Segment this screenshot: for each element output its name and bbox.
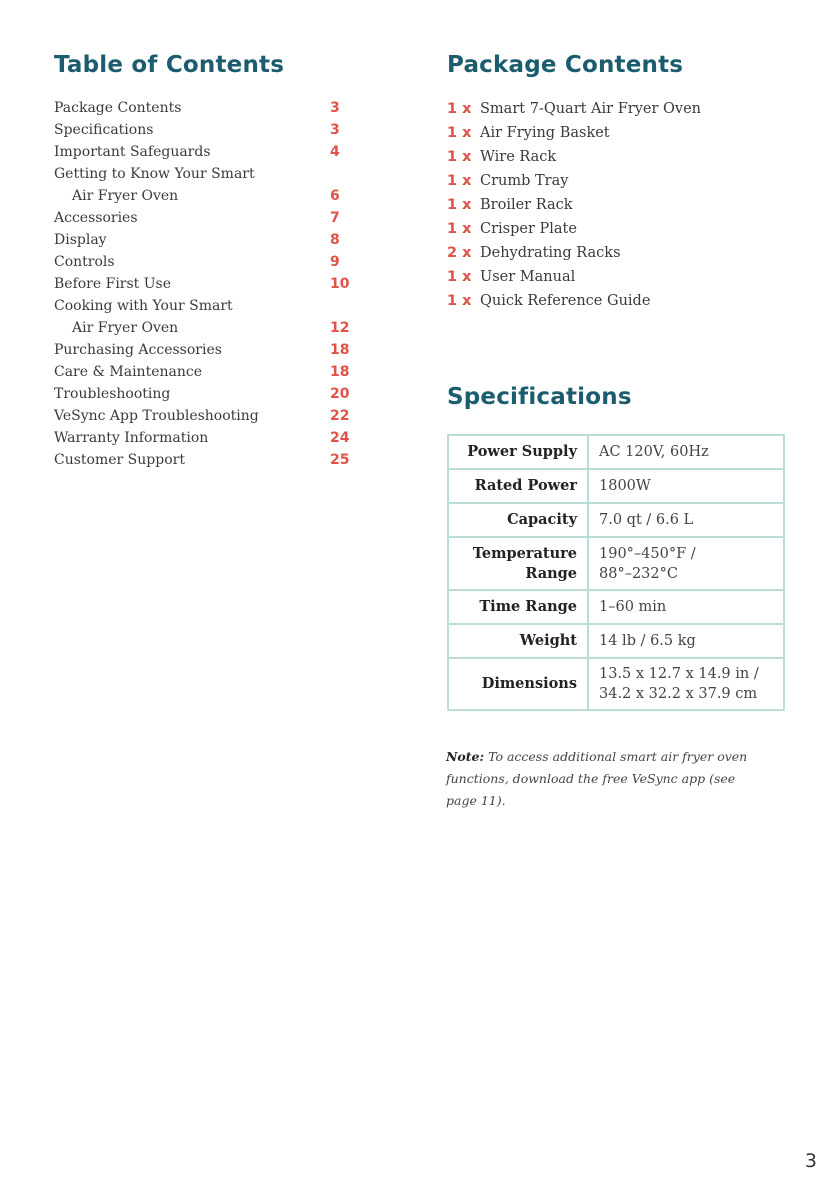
toc-entry-label: Air Fryer Oven xyxy=(72,188,179,204)
toc-entry-label: Important Safeguards xyxy=(54,144,211,160)
package-item xyxy=(447,241,807,265)
toc-entry-page: 3 xyxy=(330,100,340,116)
toc-entry[interactable] xyxy=(54,251,354,273)
toc-entry[interactable] xyxy=(54,361,354,383)
spec-label: Capacity xyxy=(448,503,588,537)
package-item-name: User Manual xyxy=(480,269,576,285)
package-item-qty: 1 x xyxy=(447,197,472,213)
toc-entry[interactable] xyxy=(54,207,354,229)
spec-label: Rated Power xyxy=(448,469,588,503)
toc-entry-page xyxy=(330,295,354,317)
package-item-name: Smart 7-Quart Air Fryer Oven xyxy=(480,101,702,117)
note-text: To access additional smart air fryer oven functions, download the free VeSync app (see page 11). xyxy=(446,749,748,808)
toc-entry-label: Getting to Know Your Smart xyxy=(54,166,255,182)
spec-label-line: Range xyxy=(525,564,577,582)
package-item xyxy=(447,265,807,289)
toc-entry[interactable] xyxy=(54,449,354,471)
toc-entry-label: Purchasing Accessories xyxy=(54,342,222,358)
package-item-name: Crisper Plate xyxy=(480,221,577,237)
toc-entry[interactable] xyxy=(54,339,354,361)
package-item xyxy=(447,121,807,145)
package-item xyxy=(447,193,807,217)
package-item-qty: 2 x xyxy=(447,245,472,261)
toc-entry[interactable] xyxy=(54,163,354,185)
toc-entry[interactable] xyxy=(54,185,354,207)
package-item-name: Broiler Rack xyxy=(480,197,573,213)
toc-entry[interactable] xyxy=(54,273,354,295)
package-item-qty: 1 x xyxy=(447,149,472,165)
toc-entry-label: Air Fryer Oven xyxy=(72,320,179,336)
spec-value-line: 88°–232°C xyxy=(599,565,678,582)
package-item xyxy=(447,169,807,193)
spec-row xyxy=(448,469,784,503)
toc-entry-label: Display xyxy=(54,232,107,248)
toc-entry-page: 7 xyxy=(330,210,340,226)
package-item-name: Quick Reference Guide xyxy=(480,293,651,309)
toc-entry-label: Troubleshooting xyxy=(54,386,171,402)
toc-entry-label: Cooking with Your Smart xyxy=(54,298,233,314)
spec-value xyxy=(588,658,784,710)
package-item-qty: 1 x xyxy=(447,101,472,117)
package-item-name: Dehydrating Racks xyxy=(480,245,621,261)
toc-entry-page: 18 xyxy=(330,342,350,358)
package-item xyxy=(447,97,807,121)
specifications-table xyxy=(447,434,785,711)
toc-entry-label: Package Contents xyxy=(54,100,182,116)
spec-value: 1–60 min xyxy=(588,590,784,624)
spec-row xyxy=(448,435,784,469)
toc-entry-label: VeSync App Troubleshooting xyxy=(54,408,259,424)
spec-row xyxy=(448,658,784,710)
spec-row xyxy=(448,590,784,624)
package-item xyxy=(447,217,807,241)
toc-entry-page xyxy=(330,163,354,185)
spec-value-line: 34.2 x 32.2 x 37.9 cm xyxy=(599,686,758,702)
toc-entry-page: 10 xyxy=(330,276,350,292)
package-item-qty: 1 x xyxy=(447,173,472,189)
toc-entry[interactable] xyxy=(54,141,354,163)
spec-value-line: 13.5 x 12.7 x 14.9 in / xyxy=(599,666,759,682)
toc-entry-label: Care & Maintenance xyxy=(54,364,202,380)
spec-label: Power Supply xyxy=(448,435,588,469)
spec-value: AC 120V, 60Hz xyxy=(588,435,784,469)
spec-value xyxy=(588,537,784,590)
package-item-qty: 1 x xyxy=(447,269,472,285)
package-item xyxy=(447,289,807,313)
toc-entry-label: Before First Use xyxy=(54,276,172,292)
toc-entry[interactable] xyxy=(54,383,354,405)
toc-entry-page: 22 xyxy=(330,408,350,424)
specifications-heading: Specifications xyxy=(447,384,632,410)
spec-value: 1800W xyxy=(588,469,784,503)
toc-entry-label: Accessories xyxy=(54,210,138,226)
toc-entry[interactable] xyxy=(54,119,354,141)
note xyxy=(446,746,766,812)
toc-entry-page: 12 xyxy=(330,320,350,336)
spec-label: Dimensions xyxy=(448,658,588,710)
package-item-qty: 1 x xyxy=(447,293,472,309)
toc-entry-label: Customer Support xyxy=(54,452,185,468)
spec-value: 7.0 qt / 6.6 L xyxy=(588,503,784,537)
toc-entry[interactable] xyxy=(54,229,354,251)
toc-entry[interactable] xyxy=(54,295,354,317)
toc-entry-page: 24 xyxy=(330,430,350,446)
toc-entry-label: Specifications xyxy=(54,122,154,138)
spec-value: 14 lb / 6.5 kg xyxy=(588,624,784,658)
toc-entry-label: Warranty Information xyxy=(54,430,209,446)
spec-value-line: 190°–450°F / xyxy=(599,545,696,562)
spec-label xyxy=(448,537,588,590)
spec-label: Weight xyxy=(448,624,588,658)
package-item-qty: 1 x xyxy=(447,221,472,237)
toc-entry-page: 3 xyxy=(330,122,340,138)
toc-entry-page: 6 xyxy=(330,188,340,204)
toc-entry-page: 25 xyxy=(330,452,350,468)
toc-entry-page: 18 xyxy=(330,364,350,380)
spec-row xyxy=(448,624,784,658)
toc-entry[interactable] xyxy=(54,427,354,449)
toc-entry[interactable] xyxy=(54,97,354,119)
toc-entry[interactable] xyxy=(54,405,354,427)
package-item-name: Crumb Tray xyxy=(480,173,569,189)
spec-row xyxy=(448,537,784,590)
toc-entry-page: 4 xyxy=(330,144,340,160)
package-item-qty: 1 x xyxy=(447,125,472,141)
spec-row xyxy=(448,503,784,537)
spec-label: Time Range xyxy=(448,590,588,624)
package-item xyxy=(447,145,807,169)
package-item-name: Wire Rack xyxy=(480,149,557,165)
note-lead: Note: xyxy=(446,749,485,764)
page-number: 3 xyxy=(804,1150,817,1172)
toc-heading: Table of Contents xyxy=(54,52,285,78)
table-of-contents xyxy=(54,97,354,471)
toc-entry-page: 20 xyxy=(330,386,350,402)
toc-entry-label: Controls xyxy=(54,254,115,270)
package-item-name: Air Frying Basket xyxy=(480,125,610,141)
package-contents-heading: Package Contents xyxy=(447,52,684,78)
toc-entry-page: 8 xyxy=(330,232,340,248)
toc-entry[interactable] xyxy=(54,317,354,339)
package-contents-list xyxy=(447,97,807,313)
spec-label-line: Temperature xyxy=(472,544,577,562)
toc-entry-page: 9 xyxy=(330,254,340,270)
